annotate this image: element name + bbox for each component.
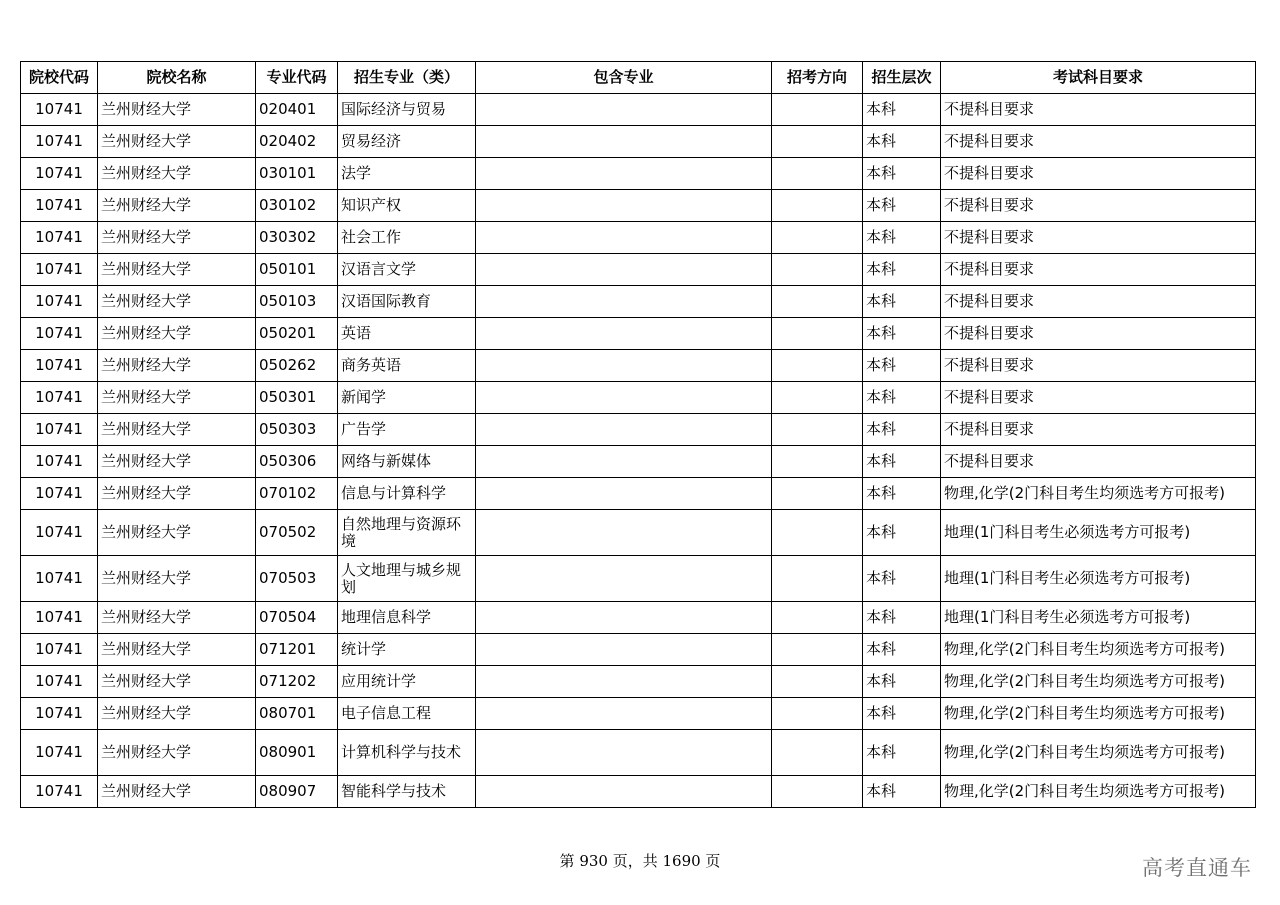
table-row bbox=[21, 698, 1256, 730]
cell-included-majors bbox=[476, 634, 772, 666]
cell-level: 本科 bbox=[863, 666, 941, 698]
cell-level: 本科 bbox=[863, 190, 941, 222]
cell-school-name: 兰州财经大学 bbox=[98, 254, 256, 286]
cell-level: 本科 bbox=[863, 446, 941, 478]
cell-major: 商务英语 bbox=[338, 350, 476, 382]
table-row bbox=[21, 222, 1256, 254]
cell-school-name: 兰州财经大学 bbox=[98, 222, 256, 254]
table-row bbox=[21, 190, 1256, 222]
cell-subject-requirement: 不提科目要求 bbox=[941, 190, 1256, 222]
table-row bbox=[21, 730, 1256, 776]
cell-school-code: 10741 bbox=[21, 414, 98, 446]
cell-subject-requirement: 物理,化学(2门科目考生均须选考方可报考) bbox=[941, 698, 1256, 730]
cell-major: 新闻学 bbox=[338, 382, 476, 414]
cell-direction bbox=[772, 254, 863, 286]
cell-major: 自然地理与资源环境 bbox=[338, 510, 476, 556]
cell-major-code: 050301 bbox=[256, 382, 338, 414]
header-major: 招生专业（类） bbox=[338, 62, 476, 94]
cell-included-majors bbox=[476, 158, 772, 190]
watermark-logo-text: 高考直通车 bbox=[1142, 856, 1252, 880]
cell-school-code: 10741 bbox=[21, 510, 98, 556]
cell-major-code: 080901 bbox=[256, 730, 338, 776]
table-row bbox=[21, 602, 1256, 634]
cell-school-code: 10741 bbox=[21, 730, 98, 776]
cell-school-code: 10741 bbox=[21, 254, 98, 286]
table-row bbox=[21, 478, 1256, 510]
header-included-majors: 包含专业 bbox=[476, 62, 772, 94]
cell-major: 地理信息科学 bbox=[338, 602, 476, 634]
cell-school-name: 兰州财经大学 bbox=[98, 478, 256, 510]
cell-major-code: 050262 bbox=[256, 350, 338, 382]
cell-school-name: 兰州财经大学 bbox=[98, 446, 256, 478]
cell-school-name: 兰州财经大学 bbox=[98, 318, 256, 350]
cell-subject-requirement: 物理,化学(2门科目考生均须选考方可报考) bbox=[941, 634, 1256, 666]
cell-subject-requirement: 物理,化学(2门科目考生均须选考方可报考) bbox=[941, 730, 1256, 776]
cell-level: 本科 bbox=[863, 350, 941, 382]
table-row bbox=[21, 382, 1256, 414]
cell-subject-requirement: 不提科目要求 bbox=[941, 126, 1256, 158]
cell-school-code: 10741 bbox=[21, 126, 98, 158]
header-school-name: 院校名称 bbox=[98, 62, 256, 94]
cell-school-code: 10741 bbox=[21, 222, 98, 254]
header-major-code: 专业代码 bbox=[256, 62, 338, 94]
cell-subject-requirement: 不提科目要求 bbox=[941, 158, 1256, 190]
cell-included-majors bbox=[476, 414, 772, 446]
cell-major: 贸易经济 bbox=[338, 126, 476, 158]
cell-level: 本科 bbox=[863, 94, 941, 126]
cell-school-name: 兰州财经大学 bbox=[98, 126, 256, 158]
admissions-table bbox=[20, 61, 1256, 808]
cell-major: 电子信息工程 bbox=[338, 698, 476, 730]
cell-major: 统计学 bbox=[338, 634, 476, 666]
cell-direction bbox=[772, 776, 863, 808]
cell-level: 本科 bbox=[863, 286, 941, 318]
cell-direction bbox=[772, 286, 863, 318]
cell-school-code: 10741 bbox=[21, 666, 98, 698]
table-row bbox=[21, 634, 1256, 666]
cell-school-name: 兰州财经大学 bbox=[98, 666, 256, 698]
cell-major-code: 050101 bbox=[256, 254, 338, 286]
cell-included-majors bbox=[476, 556, 772, 602]
cell-subject-requirement: 不提科目要求 bbox=[941, 382, 1256, 414]
table-row bbox=[21, 254, 1256, 286]
cell-school-code: 10741 bbox=[21, 698, 98, 730]
header-subject-requirement: 考试科目要求 bbox=[941, 62, 1256, 94]
cell-major-code: 070504 bbox=[256, 602, 338, 634]
cell-major-code: 020402 bbox=[256, 126, 338, 158]
cell-major: 汉语国际教育 bbox=[338, 286, 476, 318]
cell-direction bbox=[772, 556, 863, 602]
cell-included-majors bbox=[476, 318, 772, 350]
page-number: 第 930 页，共 1690 页 bbox=[559, 852, 721, 870]
cell-subject-requirement: 地理(1门科目考生必须选考方可报考) bbox=[941, 510, 1256, 556]
cell-major-code: 070502 bbox=[256, 510, 338, 556]
cell-school-code: 10741 bbox=[21, 634, 98, 666]
cell-direction bbox=[772, 510, 863, 556]
cell-major: 计算机科学与技术 bbox=[338, 730, 476, 776]
cell-subject-requirement: 不提科目要求 bbox=[941, 286, 1256, 318]
table-row bbox=[21, 510, 1256, 556]
cell-school-name: 兰州财经大学 bbox=[98, 634, 256, 666]
cell-major: 广告学 bbox=[338, 414, 476, 446]
cell-school-code: 10741 bbox=[21, 158, 98, 190]
cell-school-name: 兰州财经大学 bbox=[98, 158, 256, 190]
cell-direction bbox=[772, 634, 863, 666]
table-row bbox=[21, 446, 1256, 478]
cell-level: 本科 bbox=[863, 158, 941, 190]
cell-major-code: 070503 bbox=[256, 556, 338, 602]
cell-level: 本科 bbox=[863, 510, 941, 556]
cell-direction bbox=[772, 478, 863, 510]
cell-subject-requirement: 不提科目要求 bbox=[941, 94, 1256, 126]
cell-included-majors bbox=[476, 446, 772, 478]
cell-major: 人文地理与城乡规划 bbox=[338, 556, 476, 602]
cell-subject-requirement: 不提科目要求 bbox=[941, 350, 1256, 382]
cell-school-code: 10741 bbox=[21, 318, 98, 350]
cell-included-majors bbox=[476, 382, 772, 414]
cell-level: 本科 bbox=[863, 382, 941, 414]
cell-included-majors bbox=[476, 666, 772, 698]
cell-direction bbox=[772, 126, 863, 158]
cell-school-name: 兰州财经大学 bbox=[98, 556, 256, 602]
cell-subject-requirement: 物理,化学(2门科目考生均须选考方可报考) bbox=[941, 776, 1256, 808]
cell-included-majors bbox=[476, 190, 772, 222]
cell-school-name: 兰州财经大学 bbox=[98, 350, 256, 382]
cell-major-code: 070102 bbox=[256, 478, 338, 510]
cell-major-code: 071202 bbox=[256, 666, 338, 698]
cell-included-majors bbox=[476, 698, 772, 730]
cell-subject-requirement: 物理,化学(2门科目考生均须选考方可报考) bbox=[941, 478, 1256, 510]
cell-direction bbox=[772, 698, 863, 730]
cell-direction bbox=[772, 382, 863, 414]
cell-major: 信息与计算科学 bbox=[338, 478, 476, 510]
cell-included-majors bbox=[476, 222, 772, 254]
table-body bbox=[21, 94, 1256, 808]
cell-major-code: 071201 bbox=[256, 634, 338, 666]
cell-school-name: 兰州财经大学 bbox=[98, 698, 256, 730]
cell-major-code: 080907 bbox=[256, 776, 338, 808]
cell-included-majors bbox=[476, 730, 772, 776]
cell-included-majors bbox=[476, 350, 772, 382]
cell-included-majors bbox=[476, 602, 772, 634]
cell-direction bbox=[772, 158, 863, 190]
cell-school-code: 10741 bbox=[21, 446, 98, 478]
cell-school-code: 10741 bbox=[21, 776, 98, 808]
cell-major: 社会工作 bbox=[338, 222, 476, 254]
table-row bbox=[21, 158, 1256, 190]
table-row bbox=[21, 350, 1256, 382]
cell-major: 知识产权 bbox=[338, 190, 476, 222]
cell-direction bbox=[772, 730, 863, 776]
cell-included-majors bbox=[476, 94, 772, 126]
cell-subject-requirement: 不提科目要求 bbox=[941, 254, 1256, 286]
cell-included-majors bbox=[476, 254, 772, 286]
cell-major-code: 050303 bbox=[256, 414, 338, 446]
cell-school-code: 10741 bbox=[21, 556, 98, 602]
cell-subject-requirement: 地理(1门科目考生必须选考方可报考) bbox=[941, 556, 1256, 602]
table-row bbox=[21, 666, 1256, 698]
cell-school-name: 兰州财经大学 bbox=[98, 776, 256, 808]
cell-level: 本科 bbox=[863, 222, 941, 254]
cell-major: 网络与新媒体 bbox=[338, 446, 476, 478]
cell-school-code: 10741 bbox=[21, 94, 98, 126]
cell-major-code: 050103 bbox=[256, 286, 338, 318]
cell-level: 本科 bbox=[863, 556, 941, 602]
cell-major: 法学 bbox=[338, 158, 476, 190]
cell-direction bbox=[772, 190, 863, 222]
cell-major-code: 020401 bbox=[256, 94, 338, 126]
cell-direction bbox=[772, 94, 863, 126]
cell-subject-requirement: 不提科目要求 bbox=[941, 318, 1256, 350]
cell-included-majors bbox=[476, 286, 772, 318]
cell-level: 本科 bbox=[863, 730, 941, 776]
cell-major: 智能科学与技术 bbox=[338, 776, 476, 808]
cell-direction bbox=[772, 222, 863, 254]
cell-school-name: 兰州财经大学 bbox=[98, 382, 256, 414]
cell-direction bbox=[772, 318, 863, 350]
table-row bbox=[21, 318, 1256, 350]
cell-level: 本科 bbox=[863, 634, 941, 666]
cell-level: 本科 bbox=[863, 318, 941, 350]
cell-subject-requirement: 不提科目要求 bbox=[941, 414, 1256, 446]
cell-school-code: 10741 bbox=[21, 350, 98, 382]
table-header-row bbox=[21, 62, 1256, 94]
table-row bbox=[21, 94, 1256, 126]
header-school-code: 院校代码 bbox=[21, 62, 98, 94]
cell-school-code: 10741 bbox=[21, 286, 98, 318]
cell-major-code: 050306 bbox=[256, 446, 338, 478]
header-level: 招生层次 bbox=[863, 62, 941, 94]
cell-major-code: 050201 bbox=[256, 318, 338, 350]
cell-subject-requirement: 物理,化学(2门科目考生均须选考方可报考) bbox=[941, 666, 1256, 698]
cell-major-code: 030102 bbox=[256, 190, 338, 222]
cell-major-code: 030101 bbox=[256, 158, 338, 190]
cell-school-name: 兰州财经大学 bbox=[98, 602, 256, 634]
cell-major: 应用统计学 bbox=[338, 666, 476, 698]
cell-direction bbox=[772, 446, 863, 478]
cell-school-name: 兰州财经大学 bbox=[98, 414, 256, 446]
cell-subject-requirement: 不提科目要求 bbox=[941, 446, 1256, 478]
cell-major-code: 080701 bbox=[256, 698, 338, 730]
table-row bbox=[21, 126, 1256, 158]
cell-level: 本科 bbox=[863, 254, 941, 286]
cell-school-code: 10741 bbox=[21, 190, 98, 222]
cell-direction bbox=[772, 666, 863, 698]
cell-level: 本科 bbox=[863, 776, 941, 808]
cell-major: 英语 bbox=[338, 318, 476, 350]
cell-direction bbox=[772, 602, 863, 634]
table-row bbox=[21, 286, 1256, 318]
cell-included-majors bbox=[476, 478, 772, 510]
cell-level: 本科 bbox=[863, 414, 941, 446]
cell-school-name: 兰州财经大学 bbox=[98, 730, 256, 776]
cell-level: 本科 bbox=[863, 698, 941, 730]
cell-school-code: 10741 bbox=[21, 602, 98, 634]
cell-major-code: 030302 bbox=[256, 222, 338, 254]
cell-major: 汉语言文学 bbox=[338, 254, 476, 286]
cell-included-majors bbox=[476, 776, 772, 808]
cell-school-name: 兰州财经大学 bbox=[98, 190, 256, 222]
cell-direction bbox=[772, 350, 863, 382]
cell-school-code: 10741 bbox=[21, 478, 98, 510]
cell-subject-requirement: 地理(1门科目考生必须选考方可报考) bbox=[941, 602, 1256, 634]
cell-school-name: 兰州财经大学 bbox=[98, 286, 256, 318]
cell-school-code: 10741 bbox=[21, 382, 98, 414]
cell-school-name: 兰州财经大学 bbox=[98, 510, 256, 556]
cell-major: 国际经济与贸易 bbox=[338, 94, 476, 126]
cell-level: 本科 bbox=[863, 126, 941, 158]
cell-subject-requirement: 不提科目要求 bbox=[941, 222, 1256, 254]
table-row bbox=[21, 556, 1256, 602]
cell-level: 本科 bbox=[863, 478, 941, 510]
table-row bbox=[21, 414, 1256, 446]
cell-direction bbox=[772, 414, 863, 446]
header-direction: 招考方向 bbox=[772, 62, 863, 94]
cell-included-majors bbox=[476, 126, 772, 158]
table-row bbox=[21, 776, 1256, 808]
cell-level: 本科 bbox=[863, 602, 941, 634]
cell-school-name: 兰州财经大学 bbox=[98, 94, 256, 126]
cell-included-majors bbox=[476, 510, 772, 556]
